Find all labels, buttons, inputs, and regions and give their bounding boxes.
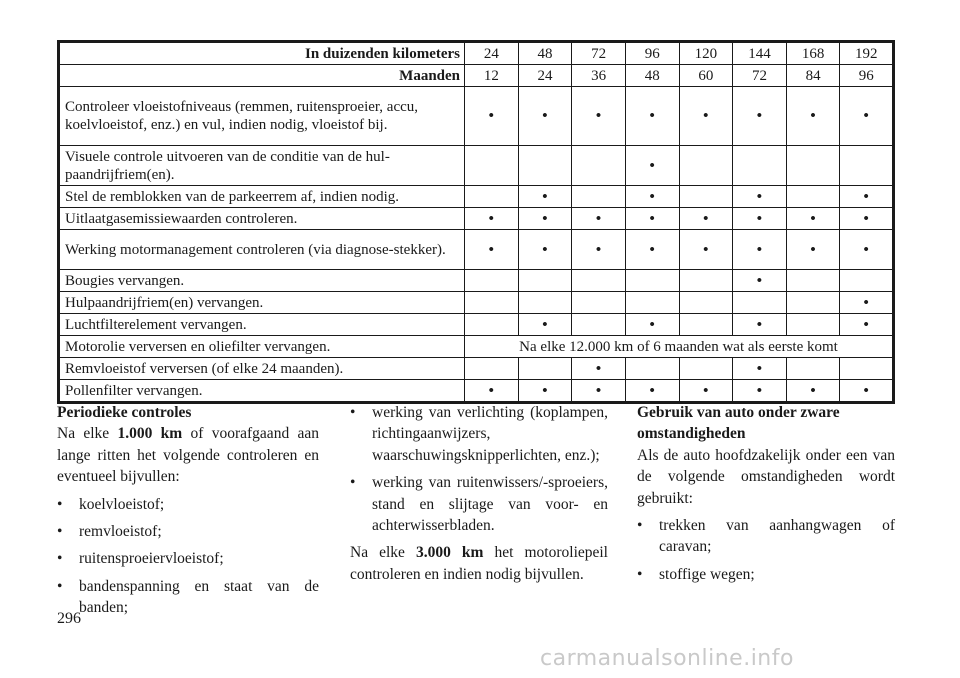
schedule-cell (625, 292, 679, 314)
schedule-cell (840, 87, 894, 146)
header-cell: 96 (625, 42, 679, 65)
header-label: Maanden (59, 65, 465, 87)
periodic-checks-heading: Periodieke controles (57, 404, 192, 421)
service-dot: • (595, 382, 602, 399)
table-row (59, 208, 894, 230)
schedule-cell (733, 230, 787, 270)
task-label: Hulpaandrijfriem(en) vervangen. (59, 292, 465, 314)
table-row (59, 146, 894, 186)
schedule-cell (625, 186, 679, 208)
service-dot: • (756, 188, 763, 205)
header-cell: 48 (518, 42, 572, 65)
table-row (59, 270, 894, 292)
schedule-cell (625, 270, 679, 292)
schedule-cell (786, 87, 840, 146)
schedule-cell (572, 186, 626, 208)
schedule-cell (518, 270, 572, 292)
schedule-cell (679, 230, 733, 270)
schedule-cell (572, 230, 626, 270)
schedule-cell (465, 146, 519, 186)
bullet-item: • koelvloeistof; (57, 495, 165, 513)
header-cell: 36 (572, 65, 626, 87)
service-dot: • (703, 210, 709, 227)
schedule-cell (840, 380, 894, 403)
task-label: Remvloeistof verversen (of elke 24 maanden). (59, 358, 465, 380)
schedule-cell (786, 270, 840, 292)
schedule-cell (625, 230, 679, 270)
service-dot: • (863, 108, 869, 124)
schedule-cell (679, 358, 733, 380)
task-label: Controleer vloeistofniveaus (remmen, ruitensproeier, accu, koelvloeistof, enz.) en vul, indien nodig, vloeistof bij. (59, 87, 465, 146)
service-dot: • (649, 210, 655, 227)
schedule-cell (518, 314, 572, 336)
schedule-cell (572, 87, 626, 146)
service-dot: • (863, 316, 869, 333)
task-label: Uitlaatgasemissiewaarden controleren. (59, 208, 465, 230)
service-dot: • (595, 360, 602, 377)
schedule-cell (840, 208, 894, 230)
heavy-use-column (637, 402, 895, 585)
schedule-cell (465, 358, 519, 380)
schedule-cell (786, 380, 840, 403)
service-dot: • (756, 210, 763, 227)
service-dot: • (542, 241, 548, 258)
schedule-cell (572, 380, 626, 403)
service-dot: • (756, 316, 763, 333)
header-cell: 48 (625, 65, 679, 87)
schedule-cell (518, 230, 572, 270)
table-row (59, 230, 894, 270)
schedule-cell (518, 208, 572, 230)
service-dot: • (649, 188, 655, 205)
schedule-cell (733, 146, 787, 186)
header-cell: 12 (465, 65, 519, 87)
schedule-cell (625, 314, 679, 336)
header-cell: 120 (679, 42, 733, 65)
service-dot: • (542, 210, 548, 227)
schedule-cell (465, 208, 519, 230)
schedule-cell (625, 87, 679, 146)
bullet-item: • stoffige wegen; (637, 565, 755, 583)
service-dot: • (756, 360, 763, 377)
interval-note: Na elke 12.000 km of 6 maanden wat als eerste komt (465, 336, 894, 358)
schedule-cell (465, 186, 519, 208)
heavy-use-intro: Als de auto hoofdzakelijk onder een van de volgende omstandigheden wordt gebruikt: (637, 446, 895, 507)
page-number: 296 (57, 610, 81, 627)
service-dot: • (810, 210, 816, 227)
bullet-item: • trekken van aanhangwagen of caravan; (637, 517, 895, 556)
task-label: Motorolie verversen en oliefilter vervangen. (59, 336, 465, 358)
bullet-item: • werking van verlichting (koplampen, richtingaanwijzers, waarschuwingsknipperlichten, enz.); (350, 404, 608, 464)
km-header-row (59, 42, 894, 65)
schedule-cell (840, 146, 894, 186)
table-row (59, 336, 894, 358)
schedule-cell (625, 380, 679, 403)
schedule-cell (786, 358, 840, 380)
service-dot: • (649, 241, 655, 258)
service-dot: • (649, 316, 655, 333)
schedule-cell (840, 186, 894, 208)
schedule-cell (572, 146, 626, 186)
header-cell: 72 (572, 42, 626, 65)
service-dot: • (756, 272, 763, 289)
service-dot: • (542, 382, 548, 399)
service-dot: • (542, 188, 548, 205)
schedule-cell (518, 380, 572, 403)
schedule-cell (733, 270, 787, 292)
schedule-cell (786, 314, 840, 336)
service-dot: • (810, 241, 816, 258)
schedule-cell (733, 87, 787, 146)
schedule-cell (679, 146, 733, 186)
table-row (59, 380, 894, 403)
header-cell: 144 (733, 42, 787, 65)
schedule-cell (518, 292, 572, 314)
schedule-cell (572, 314, 626, 336)
service-dot: • (488, 210, 494, 227)
oil-check-paragraph: Na elke 3.000 km het motoroliepeil controleren en indien nodig bijvullen. (350, 544, 608, 583)
schedule-cell (625, 358, 679, 380)
service-dot: • (756, 241, 763, 258)
watermark: carmanualsonline.info (540, 646, 794, 671)
header-cell: 72 (733, 65, 787, 87)
table-row (59, 87, 894, 146)
service-dot: • (756, 382, 763, 399)
schedule-cell (786, 292, 840, 314)
schedule-cell (625, 146, 679, 186)
schedule-cell (572, 292, 626, 314)
schedule-cell (465, 292, 519, 314)
header-cell: 168 (786, 42, 840, 65)
schedule-cell (733, 314, 787, 336)
periodic-checks-intro: Na elke 1.000 km of voorafgaand aan lange ritten het volgende controleren en eventueel bijvullen: (57, 425, 320, 486)
bullet-item: • remvloeistof; (57, 523, 162, 541)
schedule-cell (518, 358, 572, 380)
service-dot: • (703, 241, 709, 258)
schedule-cell (465, 314, 519, 336)
schedule-cell (786, 146, 840, 186)
schedule-cell (465, 270, 519, 292)
table-row (59, 292, 894, 314)
schedule-cell (465, 87, 519, 146)
schedule-cell (572, 358, 626, 380)
schedule-cell (786, 208, 840, 230)
service-dot: • (488, 241, 494, 258)
table-row (59, 186, 894, 208)
schedule-cell (572, 270, 626, 292)
service-dot: • (863, 210, 869, 227)
schedule-cell (572, 208, 626, 230)
schedule-cell (679, 292, 733, 314)
service-dot: • (703, 382, 709, 399)
service-dot: • (756, 108, 763, 124)
schedule-cell (840, 270, 894, 292)
service-dot: • (649, 108, 655, 124)
service-dot: • (542, 316, 548, 333)
schedule-cell (679, 208, 733, 230)
schedule-cell (518, 186, 572, 208)
header-cell: 60 (679, 65, 733, 87)
schedule-cell (625, 208, 679, 230)
service-dot: • (649, 157, 655, 174)
service-dot: • (810, 108, 816, 124)
service-dot: • (488, 108, 494, 124)
service-dot: • (595, 108, 602, 124)
service-dot: • (595, 210, 602, 227)
table-row (59, 314, 894, 336)
months-header-row (59, 65, 894, 87)
header-cell: 192 (840, 42, 894, 65)
schedule-cell (733, 358, 787, 380)
schedule-cell (733, 186, 787, 208)
schedule-cell (679, 87, 733, 146)
bullet-item: • werking van ruitenwissers/-sproeiers, stand en slijtage van voor- en achterwisserbladen. (350, 474, 608, 535)
service-dot: • (649, 382, 655, 399)
task-label: Visuele controle uitvoeren van de conditie van de hul-paandrijfriem(en). (59, 146, 465, 186)
schedule-cell (679, 380, 733, 403)
schedule-cell (840, 292, 894, 314)
service-dot: • (863, 382, 869, 399)
service-dot: • (488, 382, 494, 399)
schedule-cell (733, 208, 787, 230)
maintenance-schedule-table (57, 40, 895, 404)
checks-continued-column (350, 402, 608, 585)
schedule-cell (840, 314, 894, 336)
service-dot: • (542, 108, 548, 124)
header-label: In duizenden kilometers (59, 42, 465, 65)
schedule-cell (786, 230, 840, 270)
schedule-cell (679, 186, 733, 208)
schedule-cell (840, 230, 894, 270)
bullet-item: • ruitensproeiervloeistof; (57, 550, 224, 568)
task-label: Luchtfilterelement vervangen. (59, 314, 465, 336)
header-cell: 96 (840, 65, 894, 87)
header-cell: 24 (518, 65, 572, 87)
table-row (59, 358, 894, 380)
task-label: Bougies vervangen. (59, 270, 465, 292)
task-label: Pollenfilter vervangen. (59, 380, 465, 403)
task-label: Werking motormanagement controleren (via diagnose-stekker). (59, 230, 465, 270)
schedule-cell (733, 292, 787, 314)
schedule-cell (679, 314, 733, 336)
schedule-cell (465, 230, 519, 270)
service-dot: • (863, 241, 869, 258)
header-cell: 84 (786, 65, 840, 87)
schedule-cell (518, 146, 572, 186)
schedule-cell (518, 87, 572, 146)
schedule-cell (733, 380, 787, 403)
schedule-cell (465, 380, 519, 403)
service-dot: • (863, 188, 869, 205)
service-dot: • (703, 108, 709, 124)
periodic-checks-column (57, 402, 319, 619)
header-cell: 24 (465, 42, 519, 65)
schedule-cell (840, 358, 894, 380)
schedule-cell (786, 186, 840, 208)
service-dot: • (595, 241, 602, 258)
task-label: Stel de remblokken van de parkeerrem af, indien nodig. (59, 186, 465, 208)
service-dot: • (863, 294, 869, 311)
service-dot: • (810, 382, 816, 399)
heavy-use-heading: Gebruik van auto onder zware omstandigheden (637, 404, 840, 443)
bullet-item: • bandenspanning en staat van de banden; (57, 577, 319, 617)
schedule-cell (679, 270, 733, 292)
